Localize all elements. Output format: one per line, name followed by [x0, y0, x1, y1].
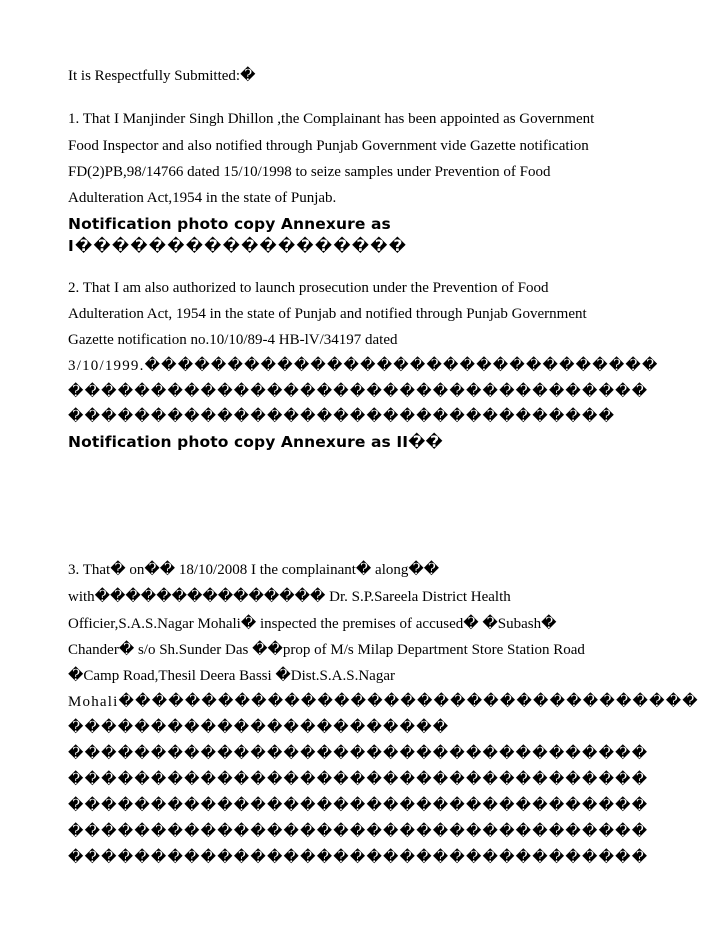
- para-1-line-3: FD(2)PB,98/14766 dated 15/10/1998 to seize samples under Prevention of Food: [68, 164, 551, 180]
- para-1-line-2: Food Inspector and also notified through Punjab Government vide Gazette notification: [68, 138, 589, 154]
- para-3-line-1: 3. That� on�� 18/10/2008 I the complainant� along��: [68, 562, 440, 578]
- para-3-line-12: �����������������������������������: [68, 850, 649, 866]
- para-3-line-11: �����������������������������������: [68, 824, 649, 840]
- para-2-line-6: ���������������������������������: [68, 409, 616, 425]
- submission-heading: It is Respectfully Submitted:�: [68, 68, 256, 84]
- para-2-line-1: 2. That I am also authorized to launch prosecution under the Prevention of Food: [68, 280, 549, 296]
- para-3-line-4: Chander� s/o Sh.Sunder Das ��prop of M/s Milap Department Store Station Road: [68, 642, 585, 658]
- para-2-line-5: �����������������������������������: [68, 384, 649, 400]
- para-1-line-4: Adulteration Act,1954 in the state of Punjab.: [68, 190, 337, 206]
- para-3-line-8: �����������������������������������: [68, 746, 649, 762]
- annexure-1-label: Notification photo copy Annexure as: [68, 215, 391, 233]
- para-3-line-2: with��������������� Dr. S.P.Sareela District Health: [68, 589, 511, 605]
- para-2-line-2: Adulteration Act, 1954 in the state of Punjab and notified through Punjab Government: [68, 306, 587, 322]
- para-2-line-4: 3/10/1999.�������������������������������: [68, 358, 659, 374]
- para-3-line-5: �Camp Road,Thesil Deera Bassi �Dist.S.A.S.Nagar: [68, 668, 395, 684]
- para-3-line-10: �����������������������������������: [68, 798, 649, 814]
- annexure-1-label-cont: I������������������: [68, 237, 408, 255]
- para-3-line-9: �����������������������������������: [68, 772, 649, 788]
- para-1-line-1: 1. That I Manjinder Singh Dhillon ,the Complainant has been appointed as Government: [68, 111, 595, 127]
- para-3-line-7: �����������������������: [68, 720, 450, 736]
- para-3-line-3: Officier,S.A.S.Nagar Mohali� inspected the premises of accused� �Subash�: [68, 616, 557, 632]
- annexure-2-label: Notification photo copy Annexure as II��: [68, 433, 443, 451]
- para-3-line-6: Mohali�����������������������������������: [68, 694, 699, 710]
- para-2-line-3: Gazette notification no.10/10/89-4 HB-lV/34197 dated: [68, 332, 398, 348]
